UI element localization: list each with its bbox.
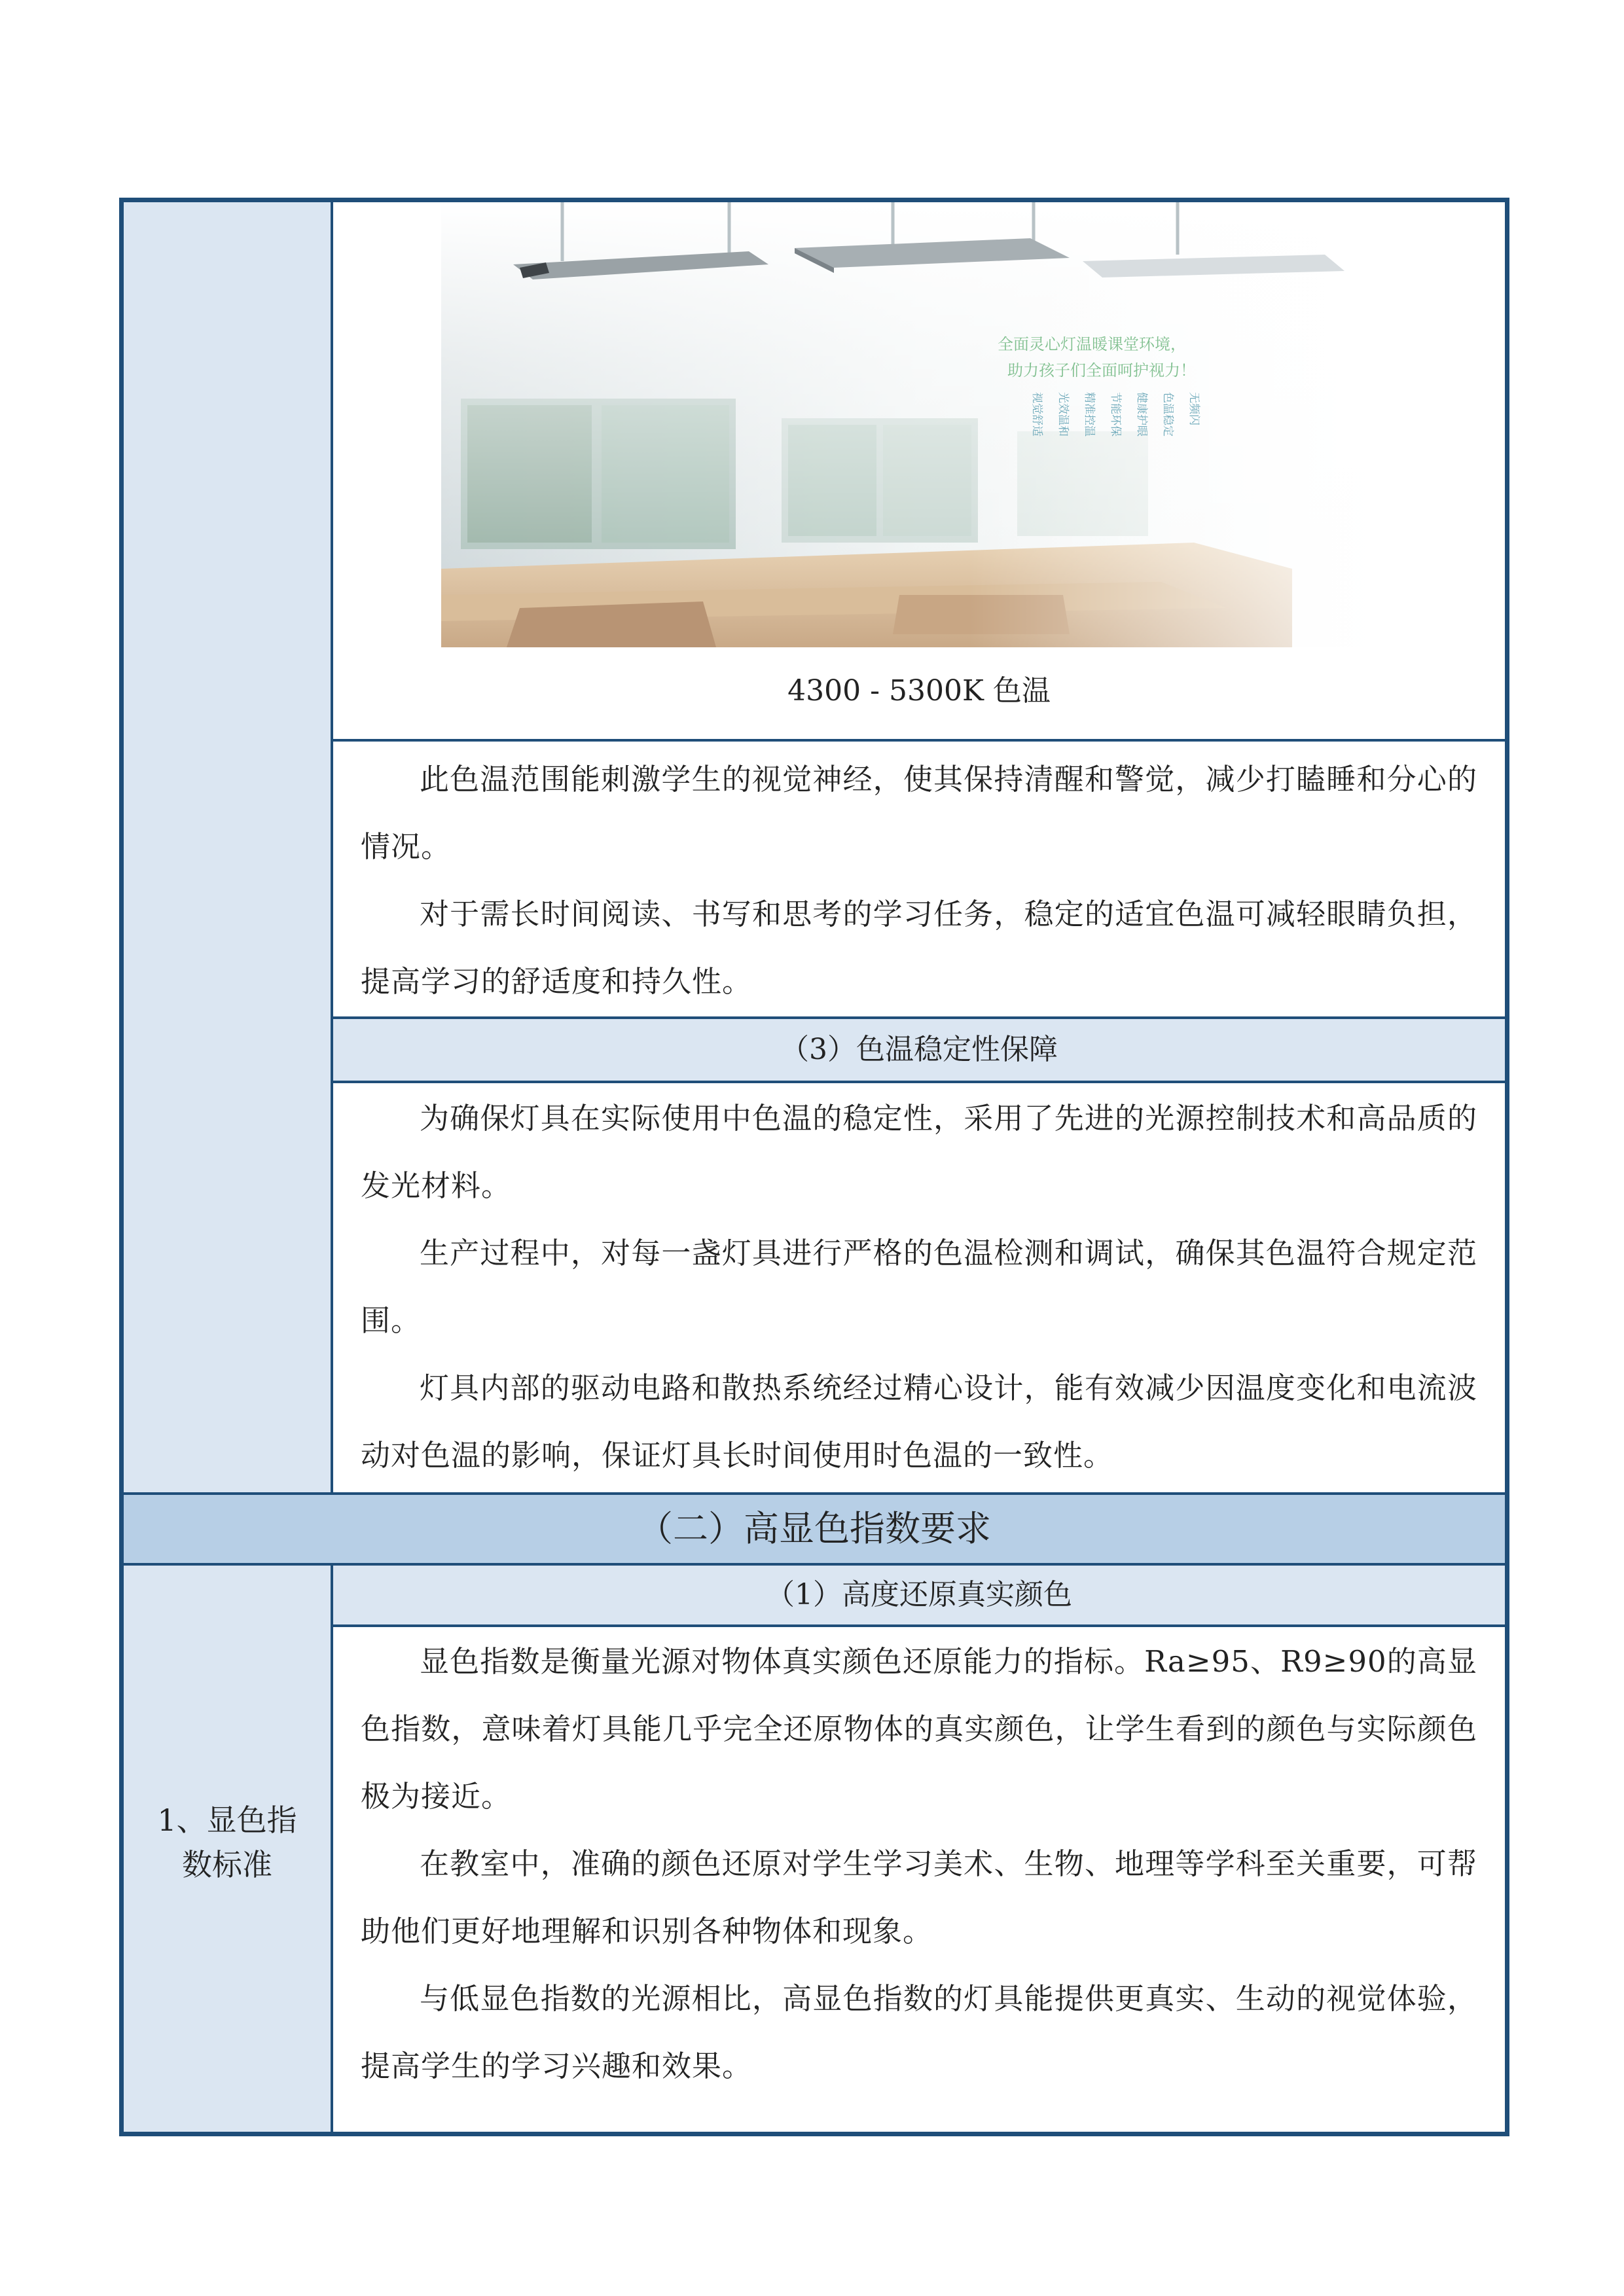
text-block-cri — [333, 1628, 1505, 2132]
photo-tag-1: 视觉舒适 — [1030, 392, 1043, 437]
photo-tag-5: 健康护眼 — [1135, 392, 1148, 437]
subhead-color-temp-stability: （3）色温稳定性保障 — [333, 1019, 1505, 1081]
photo-tag-7: 无频闪 — [1187, 392, 1200, 425]
row-label-cell — [124, 1566, 331, 2132]
paragraph: 显色指数是衡量光源对物体真实颜色还原能力的指标。Ra≥95、R9≥90的高显色指数，意味着灯具能几乎完全还原物体的真实颜色，让学生看到的颜色与实际颜色极为接近。 — [361, 1644, 1477, 1814]
photo-tag-2: 光效温和 — [1056, 392, 1070, 437]
paragraph: 此色温范围能刺激学生的视觉神经，使其保持清醒和警觉，减少打瞌睡和分心的情况。 — [361, 762, 1477, 864]
photo-tag-4: 节能环保 — [1109, 392, 1122, 437]
photo-cell — [333, 202, 1505, 739]
classroom-lighting-photo — [441, 202, 1401, 647]
photo-tag-3: 精准控温 — [1083, 392, 1096, 437]
text-block-color-temp-benefits — [333, 745, 1505, 1010]
paragraph: 与低显色指数的光源相比，高显色指数的灯具能提供更真实、生动的视觉体验，提高学生的学习兴趣和效果。 — [361, 1981, 1477, 2083]
paragraph: 为确保灯具在实际使用中色温的稳定性，采用了先进的光源控制技术和高品质的发光材料。 — [361, 1101, 1477, 1203]
text-block-stability — [333, 1085, 1505, 1490]
photo-overlay-line-2: 助力孩子们全面呵护视力！ — [1007, 361, 1196, 380]
photo-overlay-line-1: 全面灵心灯温暖课堂环境， — [998, 335, 1186, 353]
paragraph: 生产过程中，对每一盏灯具进行严格的色温检测和调试，确保其色温符合规定范围。 — [361, 1236, 1477, 1338]
spec-table — [119, 198, 1509, 2136]
row-label-cri-standard: 1、显色指数标准 — [157, 1803, 297, 1882]
photo-caption: 4300 - 5300K 色温 — [787, 674, 1051, 708]
paragraph: 在教室中，准确的颜色还原对学生学习美术、生物、地理等学科至关重要，可帮助他们更好地理解和识别各种物体和现象。 — [361, 1846, 1477, 1948]
paragraph: 对于需长时间阅读、书写和思考的学习任务，稳定的适宜色温可减轻眼睛负担，提高学习的舒适度和持久性。 — [361, 897, 1477, 999]
section-header-high-cri: （二）高显色指数要求 — [124, 1495, 1505, 1563]
left-column-upper — [124, 202, 331, 1492]
photo-tag-6: 色温稳定 — [1161, 392, 1174, 437]
paragraph: 灯具内部的驱动电路和散热系统经过精心设计，能有效减少因温度变化和电流波动对色温的影响，保证灯具长时间使用时色温的一致性。 — [361, 1371, 1477, 1473]
subhead-true-color-reproduction: （1）高度还原真实颜色 — [333, 1566, 1505, 1624]
